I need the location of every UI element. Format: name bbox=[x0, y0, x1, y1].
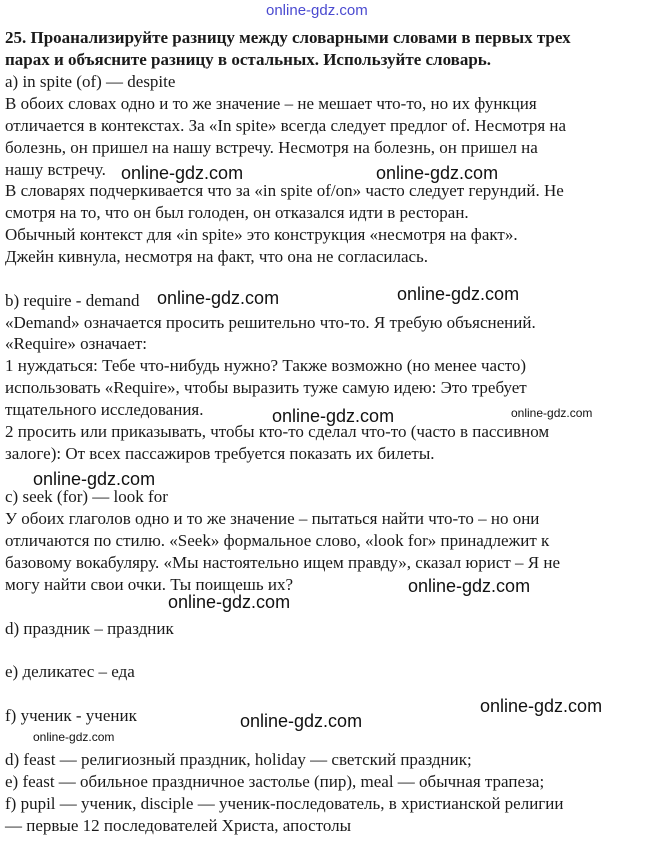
text-line: Джейн кивнула, несмотря на факт, что она не согласилась. bbox=[5, 247, 429, 266]
text-line: болезнь, он пришел на нашу встречу. Несмотря на болезнь, он пришел на bbox=[5, 138, 538, 157]
text-line: В словарях подчеркивается что за «in spite of/on» часто следует герундий. Не bbox=[5, 181, 564, 200]
section-f-heading: f) ученик - ученик bbox=[5, 706, 137, 725]
watermark: online-gdz.com bbox=[480, 696, 603, 716]
watermark: online-gdz.com bbox=[121, 163, 244, 183]
answer-f: f) pupil — ученик, disciple — ученик-последователь, в христианской религии bbox=[5, 794, 564, 813]
text-line: нашу встречу. bbox=[5, 160, 106, 179]
watermark: online-gdz.com bbox=[157, 288, 280, 308]
watermark: online-gdz.com bbox=[168, 592, 291, 612]
text-line: базовому вокабуляру. «Мы настоятельно ищем правду», сказал юрист – Я не bbox=[5, 553, 561, 572]
watermark: online-gdz.com bbox=[376, 163, 499, 183]
watermark: online-gdz.com bbox=[511, 406, 593, 420]
answer-d: d) feast — религиозный праздник, holiday — светский праздник; bbox=[5, 750, 472, 769]
text-line: отличаются по стилю. «Seek» формальное слово, «look for» принадлежит к bbox=[5, 531, 550, 550]
text-line: У обоих глаголов одно и то же значение – пытаться найти что-то – но они bbox=[5, 509, 540, 528]
watermark: online-gdz.com bbox=[33, 730, 115, 744]
answer-e: e) feast — обильное праздничное застолье (пир), meal — обычная трапеза; bbox=[5, 772, 545, 791]
text-line: могу найти свои очки. Ты поищешь их? bbox=[5, 575, 294, 594]
text-line: смотря на то, что он был голоден, он отказался идти в ресторан. bbox=[5, 203, 469, 222]
text-line: 2 просить или приказывать, чтобы кто-то сделал что-то (часто в пассивном bbox=[5, 422, 550, 441]
text-line: залоге): От всех пассажиров требуется показать их билеты. bbox=[5, 444, 435, 463]
answer-f-continued: — первые 12 последователей Христа, апостолы bbox=[5, 816, 352, 835]
section-c-heading: c) seek (for) — look for bbox=[5, 487, 168, 506]
text-line: В обоих словах одно и то же значение – не мешает что-то, но их функция bbox=[5, 94, 537, 113]
section-b-heading: b) require - demand bbox=[5, 291, 140, 310]
section-d-heading: d) праздник – праздник bbox=[5, 619, 174, 638]
section-a-heading: a) in spite (of) — despite bbox=[5, 72, 176, 91]
section-e-heading: e) деликатес – еда bbox=[5, 662, 135, 681]
watermark: online-gdz.com bbox=[33, 469, 156, 489]
text-line: использовать «Require», чтобы выразить туже самую идею: Это требует bbox=[5, 378, 527, 397]
text-line: отличается в контекстах. За «In spite» всегда следует предлог of. Несмотря на bbox=[5, 116, 567, 135]
text-line: «Demand» означается просить решительно что-то. Я требую объяснений. bbox=[5, 313, 536, 332]
watermark: online-gdz.com bbox=[266, 2, 368, 19]
text-line: «Require» означает: bbox=[5, 334, 148, 353]
text-line: Обычный контекст для «in spite» это конструкция «несмотря на факт». bbox=[5, 225, 518, 244]
text-line: 1 нуждаться: Тебе что-нибудь нужно? Также возможно (но менее часто) bbox=[5, 356, 527, 375]
watermark: online-gdz.com bbox=[240, 711, 363, 731]
watermark: online-gdz.com bbox=[272, 406, 395, 426]
watermark: online-gdz.com bbox=[408, 576, 531, 596]
exercise-title-line-1: 25. Проанализируйте разницу между словарными словами в первых трех bbox=[5, 28, 571, 47]
watermark: online-gdz.com bbox=[397, 284, 520, 304]
exercise-title-line-2: парах и объясните разницу в остальных. Используйте словарь. bbox=[5, 50, 492, 69]
text-line: тщательного исследования. bbox=[5, 400, 204, 419]
